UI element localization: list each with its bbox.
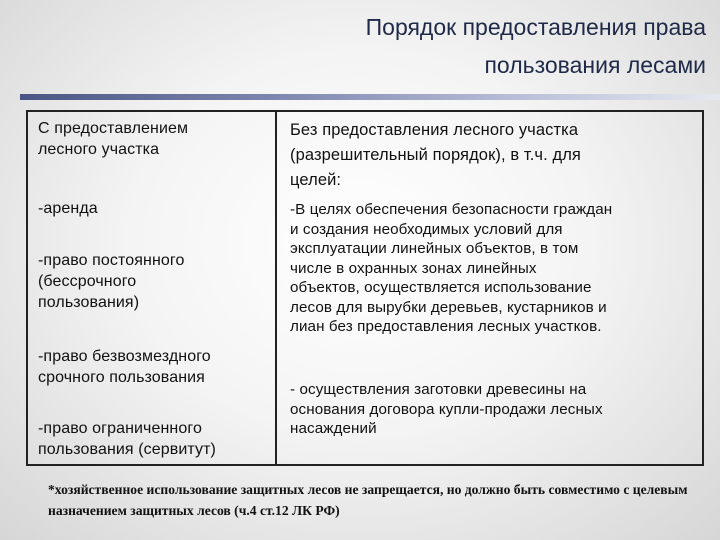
left-item-lease: -аренда xyxy=(38,200,98,217)
title-underline xyxy=(20,94,720,100)
table-column-divider xyxy=(275,112,277,464)
page-title xyxy=(186,8,706,84)
page-title-line-2: пользования лесами xyxy=(484,52,706,78)
comparison-table xyxy=(26,110,704,466)
right-column-header: Без предоставления лесного участка (разрешительный порядок), в т.ч. для целей: xyxy=(290,121,581,189)
page-title-line-1: Порядок предоставления права xyxy=(365,14,706,40)
footnote: *хозяйственное использование защитных лесов не запрещается, но должно быть совместимо с целевым назначением защитных лесов (ч.4 ст.12 ЛК РФ) xyxy=(48,482,688,518)
left-item-free-use: -право безвозмездного срочного пользования xyxy=(38,348,211,386)
right-item-safety: -В целях обеспечения безопасности граждан и создания необходимых условий для эксплуатации линейных объектов, в том числе в охранных зонах линейных объектов, осуществляется использование лесов для вырубки деревьев, кустарников и лиан без предоставления лесных участков. xyxy=(290,201,613,335)
left-item-easement: -право ограниченного пользования (сервитут) xyxy=(38,420,216,458)
left-column-header: С предоставлением лесного участка xyxy=(38,120,189,158)
right-item-timber-harvest: - осуществления заготовки древесины на основания договора купли-продажи лесных насаждений xyxy=(290,381,603,437)
left-item-permanent-use: -право постоянного (бессрочного пользования) xyxy=(38,252,185,311)
